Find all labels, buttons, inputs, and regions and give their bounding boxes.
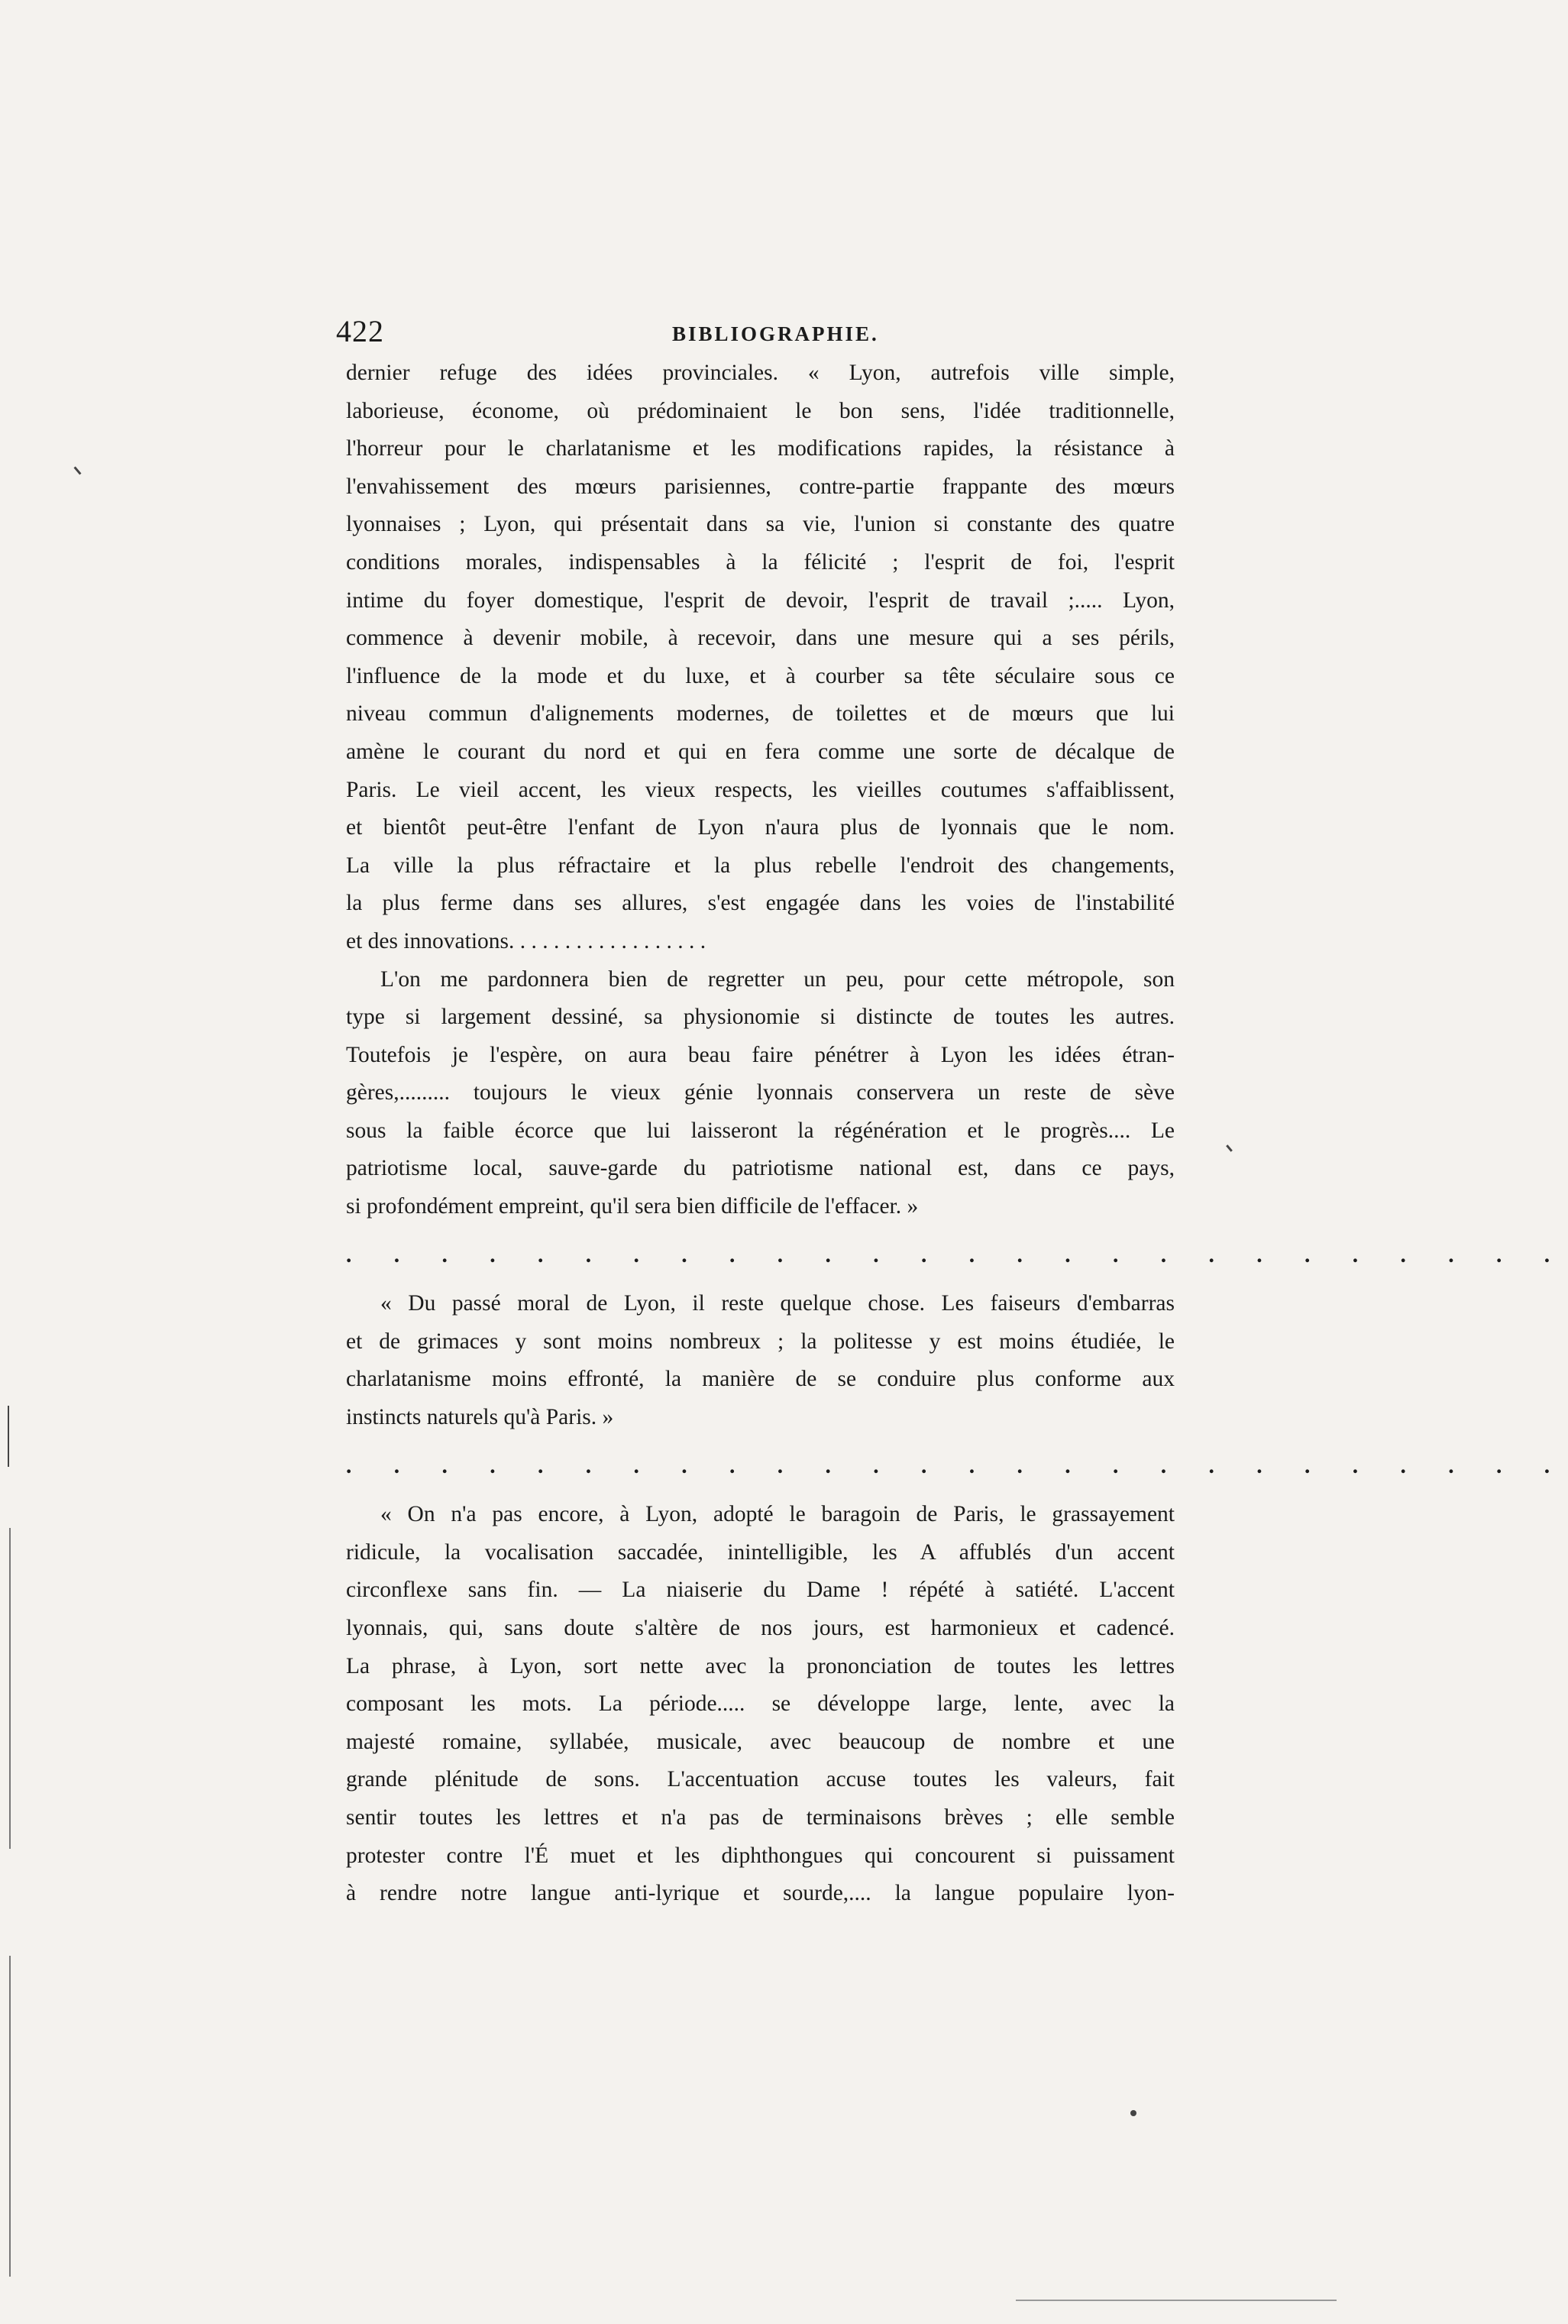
binding-edge-mark: [9, 1956, 11, 2277]
text-line: commence à devenir mobile, à recevoir, dans une mesure qui a ses périls,: [346, 626, 1175, 651]
text-line: conditions morales, indispensables à la félicité ; l'esprit de foi, l'esprit: [346, 549, 1175, 575]
text-line: « On n'a pas encore, à Lyon, adopté le baragoin de Paris, le grassayement: [380, 1502, 1175, 1527]
page-header: [336, 313, 1191, 359]
text-line: Paris. Le vieil accent, les vieux respects, les vieilles coutumes s'affaiblissent,: [346, 777, 1175, 802]
text-line: à rendre notre langue anti-lyrique et sourde,.... la langue populaire lyon-: [346, 1881, 1175, 1906]
text-line: « Du passé moral de Lyon, il reste quelque chose. Les faiseurs d'embarras: [380, 1291, 1175, 1316]
body-text: [346, 354, 1568, 1913]
text-line: l'envahissement des mœurs parisiennes, contre-partie frappante des mœurs: [346, 474, 1175, 499]
text-line: La phrase, à Lyon, sort nette avec la prononciation de toutes les lettres: [346, 1653, 1175, 1678]
margin-tick: [1226, 1144, 1233, 1152]
text-line: gères,......... toujours le vieux génie lyonnais conservera un reste de sève: [346, 1080, 1175, 1105]
text-line: La ville la plus réfractaire et la plus rebelle l'endroit des changements,: [346, 853, 1175, 878]
binding-edge-mark: [9, 1528, 11, 1849]
text-line: instincts naturels qu'à Paris. »: [346, 1405, 614, 1430]
text-line: majesté romaine, syllabée, musicale, avec beaucoup de nombre et une: [346, 1729, 1175, 1754]
ink-dot: [1130, 2110, 1136, 2116]
text-line: type si largement dessiné, sa physionomie si distincte de toutes les autres.: [346, 1005, 1175, 1030]
text-line: ridicule, la vocalisation saccadée, inintelligible, les A affublés d'un accent: [346, 1539, 1175, 1565]
text-line: lyonnais, qui, sans doute s'altère de nos jours, est harmonieux et cadencé.: [346, 1616, 1175, 1640]
text-line: composant les mots. La période..... se développe large, lente, avec la: [346, 1691, 1175, 1717]
text-line: sentir toutes les lettres et n'a pas de terminaisons brèves ; elle semble: [346, 1804, 1175, 1830]
text-line: sous la faible écorce que lui laisseront la régénération et le progrès.... Le: [346, 1118, 1175, 1143]
text-line: Toutefois je l'espère, on aura beau faire pénétrer à Lyon les idées étran-: [346, 1042, 1175, 1067]
text-line: L'on me pardonnera bien de regretter un peu, pour cette métropole, son: [380, 966, 1175, 992]
text-line: si profondément empreint, qu'il sera bien difficile de l'effacer. »: [346, 1194, 919, 1219]
binding-edge-mark: [8, 1406, 9, 1467]
text-line: et des innovations. . . . . . . . . . . . . . . . . .: [346, 928, 706, 953]
text-line: et bientôt peut-être l'enfant de Lyon n'aura plus de lyonnais que le nom.: [346, 815, 1175, 840]
bottom-edge-line: [1016, 2300, 1337, 2301]
margin-tick: [73, 466, 81, 474]
page-number: 422: [336, 314, 384, 348]
running-title: BIBLIOGRAPHIE.: [672, 322, 879, 345]
text-line: charlatanisme moins effronté, la manière de se conduire plus conforme aux: [346, 1367, 1175, 1392]
text-line: lyonnaises ; Lyon, qui présentait dans sa vie, l'union si constante des quatre: [346, 512, 1175, 537]
text-line: grande plénitude de sons. L'accentuation accuse toutes les valeurs, fait: [346, 1767, 1175, 1792]
text-line: circonflexe sans fin. — La niaiserie du Dame ! répété à satiété. L'accent: [346, 1578, 1175, 1603]
text-line: amène le courant du nord et qui en fera comme une sorte de décalque de: [346, 739, 1175, 764]
ellipsis-row: . . . . . . . . . . . . . . . . . . . . . . . . . .: [346, 1453, 1568, 1478]
text-line: l'horreur pour le charlatanisme et les modifications rapides, la résistance à: [346, 436, 1175, 461]
text-line: niveau commun d'alignements modernes, de toilettes et de mœurs que lui: [346, 701, 1175, 727]
text-line: dernier refuge des idées provinciales. « Lyon, autrefois ville simple,: [346, 361, 1175, 385]
text-line: et de grimaces y sont moins nombreux ; la politesse y est moins étudiée, le: [346, 1329, 1175, 1354]
text-line: intime du foyer domestique, l'esprit de devoir, l'esprit de travail ;..... Lyon,: [346, 587, 1175, 613]
text-line: la plus ferme dans ses allures, s'est engagée dans les voies de l'instabilité: [346, 891, 1175, 916]
text-line: protester contre l'É muet et les diphthongues qui concourent si puissament: [346, 1843, 1175, 1868]
text-line: patriotisme local, sauve-garde du patriotisme national est, dans ce pays,: [346, 1156, 1175, 1181]
ellipsis-row: . . . . . . . . . . . . . . . . . . . . . . . . . .: [346, 1242, 1568, 1267]
text-line: laborieuse, économe, où prédominaient le bon sens, l'idée traditionnelle,: [346, 398, 1175, 423]
text-line: l'influence de la mode et du luxe, et à courber sa tête séculaire sous ce: [346, 663, 1175, 688]
